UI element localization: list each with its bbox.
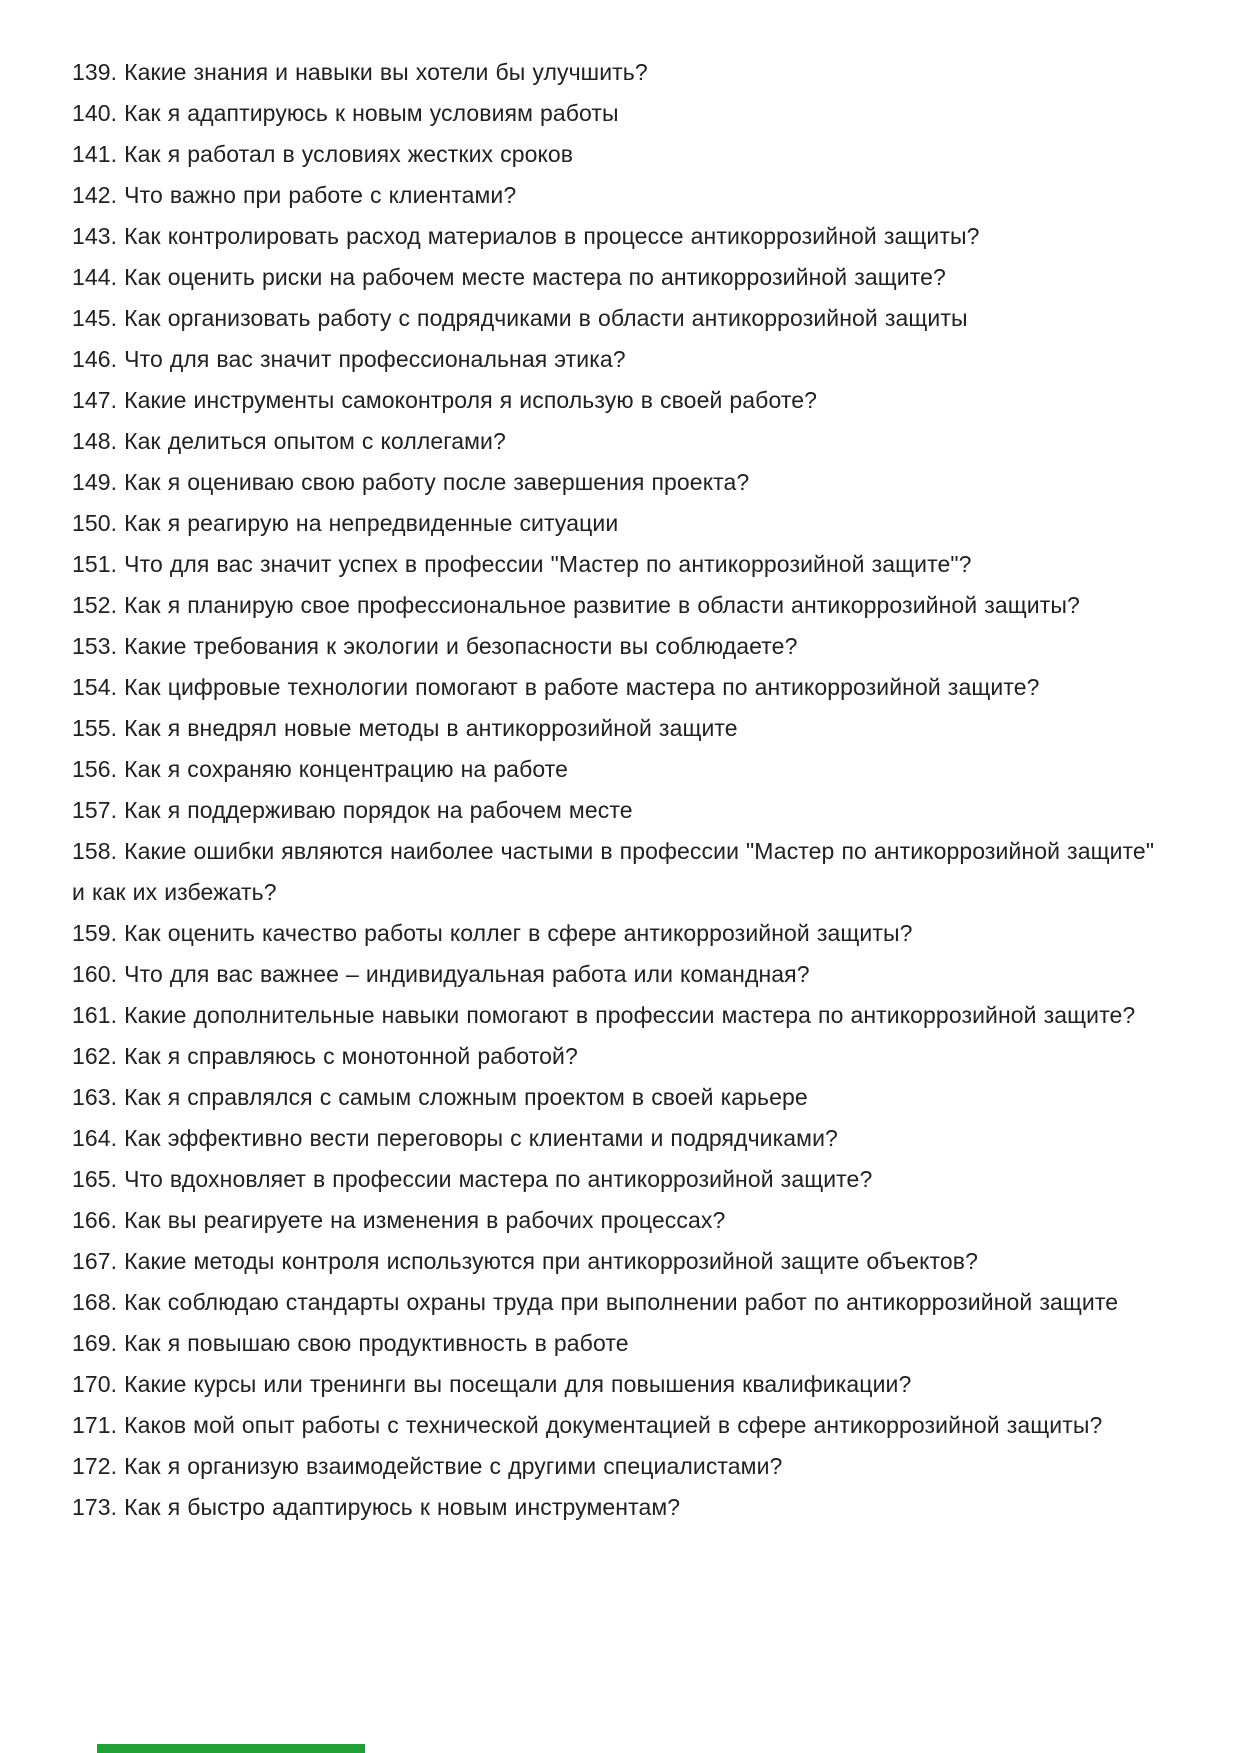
- list-item: 139. Какие знания и навыки вы хотели бы улучшить?: [72, 59, 648, 85]
- list-item: 158. Какие ошибки являются наиболее частыми в профессии "Мастер по антикоррозийной защите" и как их избежать?: [72, 838, 1155, 905]
- list-item: 153. Какие требования к экологии и безопасности вы соблюдаете?: [72, 633, 798, 659]
- list-item: 167. Какие методы контроля используются при антикоррозийной защите объектов?: [72, 1248, 979, 1274]
- green-bar[interactable]: [97, 1744, 365, 1753]
- list-item: 166. Как вы реагируете на изменения в рабочих процессах?: [72, 1207, 726, 1233]
- list-item: 169. Как я повышаю свою продуктивность в работе: [72, 1330, 629, 1356]
- list-item: 163. Как я справлялся с самым сложным проектом в своей карьере: [72, 1084, 808, 1110]
- list-item: 168. Как соблюдаю стандарты охраны труда при выполнении работ по антикоррозийной защите: [72, 1289, 1119, 1315]
- list-item: 161. Какие дополнительные навыки помогают в профессии мастера по антикоррозийной защите?: [72, 1002, 1136, 1028]
- list-item: 157. Как я поддерживаю порядок на рабочем месте: [72, 797, 633, 823]
- list-item: 170. Какие курсы или тренинги вы посещали для повышения квалификации?: [72, 1371, 912, 1397]
- list-item: 172. Как я организую взаимодействие с другими специалистами?: [72, 1453, 783, 1479]
- list-item: 164. Как эффективно вести переговоры с клиентами и подрядчиками?: [72, 1125, 838, 1151]
- list-item: 150. Как я реагирую на непредвиденные ситуации: [72, 510, 619, 536]
- list-item: 154. Как цифровые технологии помогают в работе мастера по антикоррозийной защите?: [72, 674, 1040, 700]
- list-item: 155. Как я внедрял новые методы в антикоррозийной защите: [72, 715, 738, 741]
- list-item: 144. Как оценить риски на рабочем месте мастера по антикоррозийной защите?: [72, 264, 946, 290]
- list-item: 141. Как я работал в условиях жестких сроков: [72, 141, 574, 167]
- list-item: 165. Что вдохновляет в профессии мастера по антикоррозийной защите?: [72, 1166, 873, 1192]
- list-item: 162. Как я справляюсь с монотонной работой?: [72, 1043, 578, 1069]
- list-item: 146. Что для вас значит профессиональная этика?: [72, 346, 626, 372]
- list-item: 140. Как я адаптируюсь к новым условиям работы: [72, 100, 619, 126]
- list-item: 171. Каков мой опыт работы с технической документацией в сфере антикоррозийной защиты?: [72, 1412, 1103, 1438]
- list-item: 143. Как контролировать расход материалов в процессе антикоррозийной защиты?: [72, 223, 980, 249]
- list-item: 147. Какие инструменты самоконтроля я использую в своей работе?: [72, 387, 817, 413]
- list-item: 145. Как организовать работу с подрядчиками в области антикоррозийной защиты: [72, 305, 968, 331]
- list-item: 151. Что для вас значит успех в профессии "Мастер по антикоррозийной защите"?: [72, 551, 972, 577]
- list-item: 160. Что для вас важнее – индивидуальная работа или командная?: [72, 961, 810, 987]
- list-item: 159. Как оценить качество работы коллег в сфере антикоррозийной защиты?: [72, 920, 913, 946]
- list-item: 142. Что важно при работе с клиентами?: [72, 182, 517, 208]
- list-item: 149. Как я оцениваю свою работу после завершения проекта?: [72, 469, 750, 495]
- list-item: 173. Как я быстро адаптируюсь к новым инструментам?: [72, 1494, 681, 1520]
- list-item: 148. Как делиться опытом с коллегами?: [72, 428, 506, 454]
- list-item: 156. Как я сохраняю концентрацию на работе: [72, 756, 569, 782]
- list-item: 152. Как я планирую свое профессиональное развитие в области антикоррозийной защиты?: [72, 592, 1080, 618]
